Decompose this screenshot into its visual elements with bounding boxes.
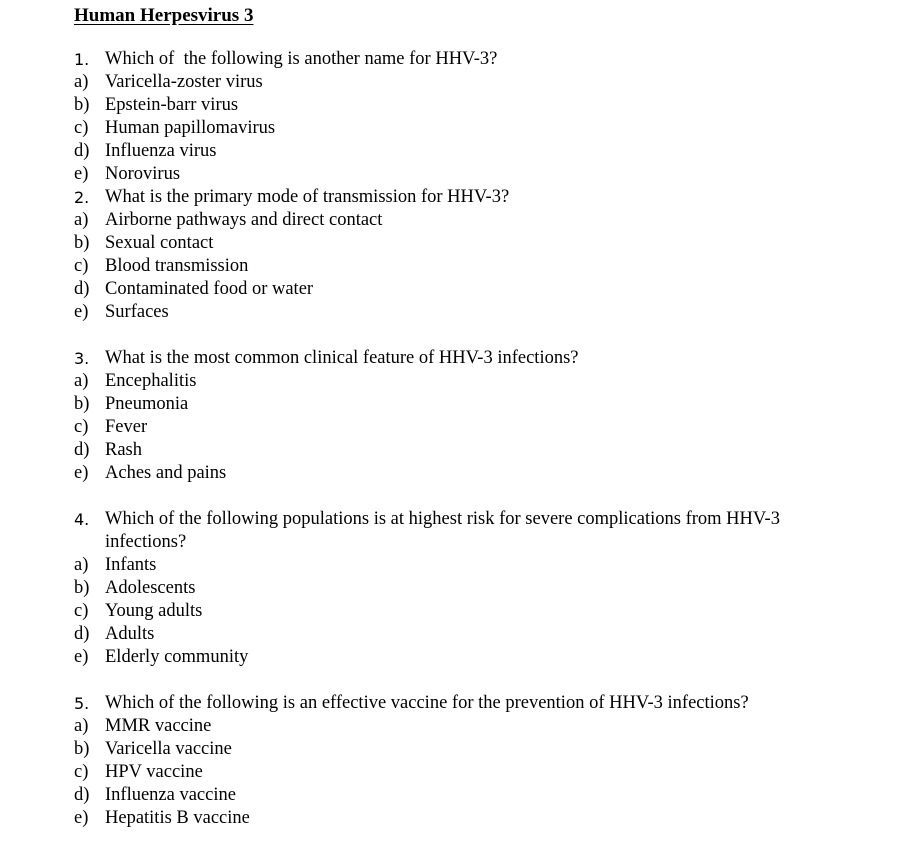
option-text: Influenza vaccine (105, 785, 236, 805)
answer-option (74, 255, 874, 278)
question-number: 3. (74, 349, 90, 368)
option-label: a) (74, 555, 89, 575)
option-label: c) (74, 118, 89, 138)
option-label: a) (74, 210, 89, 230)
option-text: Sexual contact (105, 233, 214, 253)
option-label: c) (74, 256, 89, 276)
option-label: a) (74, 716, 89, 736)
option-label: e) (74, 463, 89, 483)
option-text: Varicella-zoster virus (105, 72, 263, 92)
option-label: e) (74, 164, 89, 184)
question-2 (74, 186, 874, 209)
answer-option (74, 462, 874, 485)
option-label: a) (74, 371, 89, 391)
option-text: Adolescents (105, 578, 196, 598)
document-title: Human Herpesvirus 3 (74, 5, 254, 26)
question-list (74, 48, 874, 830)
question-4 (74, 508, 874, 554)
question-number: 4. (74, 510, 90, 529)
question-1 (74, 48, 874, 71)
question-text: Which of the following populations is at highest risk for severe complications from HHV-3 infections? (105, 509, 780, 552)
answer-option (74, 163, 874, 186)
question-number: 1. (74, 50, 90, 69)
answer-option (74, 554, 874, 577)
question-number: 2. (74, 188, 90, 207)
option-text: Influenza virus (105, 141, 217, 161)
option-label: c) (74, 417, 89, 437)
question-text: Which of the following is another name for HHV-3? (105, 49, 498, 69)
option-text: Rash (105, 440, 142, 460)
question-3 (74, 347, 874, 370)
option-text: Infants (105, 555, 157, 575)
option-text: Encephalitis (105, 371, 197, 391)
option-text: MMR vaccine (105, 716, 212, 736)
option-label: b) (74, 95, 90, 115)
answer-option (74, 416, 874, 439)
option-label: b) (74, 394, 90, 414)
answer-option (74, 715, 874, 738)
answer-option (74, 71, 874, 94)
option-label: d) (74, 279, 90, 299)
option-label: c) (74, 601, 89, 621)
option-label: b) (74, 578, 90, 598)
option-text: Fever (105, 417, 148, 437)
option-label: a) (74, 72, 89, 92)
option-text: Human papillomavirus (105, 118, 276, 138)
answer-option (74, 278, 874, 301)
option-label: e) (74, 302, 89, 322)
paragraph-gap (74, 324, 874, 347)
answer-option (74, 784, 874, 807)
answer-option (74, 370, 874, 393)
option-text: Elderly community (105, 647, 249, 667)
answer-option (74, 301, 874, 324)
answer-option (74, 807, 874, 830)
answer-option (74, 393, 874, 416)
option-text: HPV vaccine (105, 762, 203, 782)
option-text: Norovirus (105, 164, 181, 184)
question-5 (74, 692, 874, 715)
answer-option (74, 646, 874, 669)
question-text: What is the primary mode of transmission for HHV-3? (105, 187, 510, 207)
option-text: Aches and pains (105, 463, 227, 483)
option-label: b) (74, 739, 90, 759)
option-label: c) (74, 762, 89, 782)
option-text: Hepatitis B vaccine (105, 808, 250, 828)
answer-option (74, 623, 874, 646)
option-text: Epstein-barr virus (105, 95, 239, 115)
option-label: b) (74, 233, 90, 253)
question-text: Which of the following is an effective vaccine for the prevention of HHV-3 infections? (105, 693, 749, 713)
answer-option (74, 738, 874, 761)
paragraph-gap (74, 485, 874, 508)
answer-option (74, 117, 874, 140)
option-text: Contaminated food or water (105, 279, 314, 299)
answer-option (74, 761, 874, 784)
paragraph-gap (74, 669, 874, 692)
option-label: d) (74, 785, 90, 805)
option-text: Surfaces (105, 302, 169, 322)
option-label: e) (74, 808, 89, 828)
option-label: d) (74, 624, 90, 644)
option-label: d) (74, 141, 90, 161)
option-text: Adults (105, 624, 155, 644)
answer-option (74, 600, 874, 623)
answer-option (74, 209, 874, 232)
question-number: 5. (74, 694, 90, 713)
option-label: d) (74, 440, 90, 460)
option-text: Varicella vaccine (105, 739, 232, 759)
option-text: Airborne pathways and direct contact (105, 210, 383, 230)
answer-option (74, 577, 874, 600)
answer-option (74, 94, 874, 117)
option-label: e) (74, 647, 89, 667)
question-text: What is the most common clinical feature of HHV-3 infections? (105, 348, 579, 368)
option-text: Blood transmission (105, 256, 249, 276)
answer-option (74, 439, 874, 462)
option-text: Young adults (105, 601, 203, 621)
answer-option (74, 140, 874, 163)
answer-option (74, 232, 874, 255)
option-text: Pneumonia (105, 394, 189, 414)
